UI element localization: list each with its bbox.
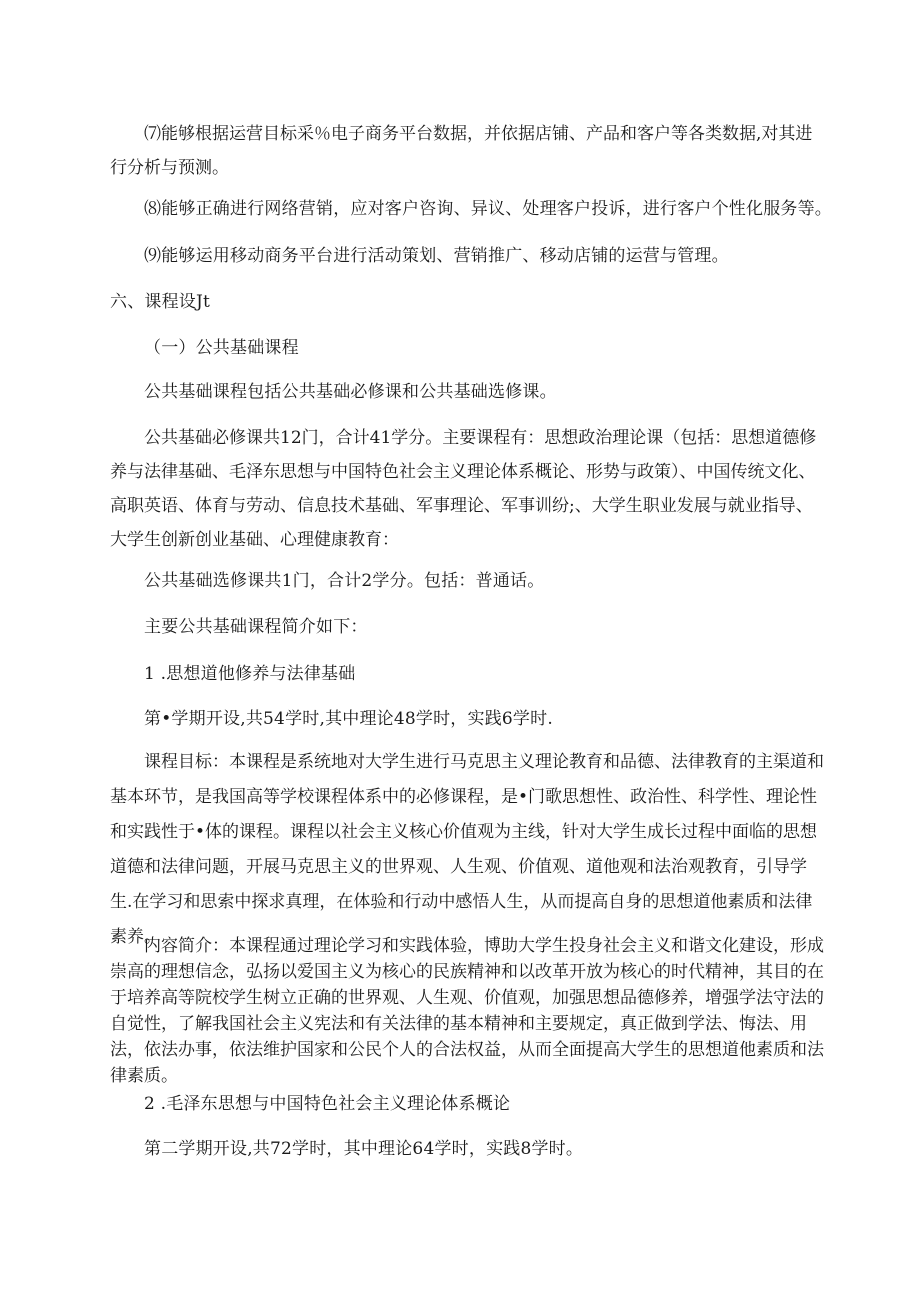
section-heading: 六、课程设Jt <box>110 292 211 312</box>
course-1-hours: 第•学期开设,共54学时,其中理论48学时，实践6学时. <box>144 709 553 729</box>
course-1-content: 内容简介：本课程通过理论学习和实践体验，博助大学生投身社会主义和谐文化建设，形成崇高的理想信念，弘扬以爱国主义为核心的民族精神和以改革开放为核心的时代精神，其目的在于培养高等院校学生树立正确的世界观、人生观、价值观，加强思想品德修养，增强学法守法的自觉性，了解我国社会主义宪法和有关法律的基本精神和主要规定，真正做到学法、悔法、用法，依法办事，依法维护国家和公民个人的合法权益，从而全面提高大学生的思想道他素质和法律素质。 <box>110 936 824 1086</box>
paragraph-elective-courses: 公共基础选修课共1门，合计2学分。包括：普通话。 <box>144 571 545 591</box>
course-1-goal: 课程目标：本课程是系统地对大学生进行马克思主义理论教育和品德、法律教育的主渠道和基本环节，是我国高等学校课程体系中的必修课程，是•门歌思想性、政治性、科学性、理论性和实践性于•体的课程。课程以社会主义核心价值观为主线，针对大学生成长过程中面临的思想道德和法律问题，开展马克思主义的世界观、人生观、价值观、道他观和法治观教育，引导学生.在学习和思索中探求真理，在体验和行动中感悟人生，从而提高自身的思想道他素质和法律素养。 <box>110 752 824 947</box>
paragraph-required-courses: 公共基础必修课共12门，合计41学分。主要课程有：思想政治理论课（包括：思想道德修养与法律基础、毛泽东思想与中国特色社会主义理论体系概论、形势与政策）、中国传统文化、高职英语、体育与劳动、信息技术基础、军事理论、军事训纷;、大学生职业发展与就业指导、大学生创新创业基础、心理健康教育： <box>110 428 817 550</box>
course-2-title: 2 .毛泽东思想与中国特色社会主义理论体系概论 <box>144 1094 511 1114</box>
paragraph-intro: 公共基础课程包括公共基础必修课和公共基础选修课。 <box>144 382 557 402</box>
paragraph-ability-9: ⑼能够运用移动商务平台进行活动策划、营销推广、移动店铺的运营与管理。 <box>144 246 729 266</box>
course-1-title: 1 .思想道他修养与法律基础 <box>144 664 356 684</box>
paragraph-main-intro: 主要公共基础课程简介如下： <box>144 617 368 637</box>
paragraph-ability-7: ⑺能够根据运营目标采％电子商务平台数据，并依据店铺、产品和客户等各类数据,对其进行分析与预测。 <box>110 124 813 178</box>
paragraph-ability-8: ⑻能够正确进行网络营销，应对客户咨询、异议、处理客户投诉，进行客户个性化服务等。 <box>144 199 832 219</box>
sub-heading: （一）公共基础课程 <box>144 338 299 358</box>
course-2-hours: 第二学期开设,共72学时，其中理论64学时，实践8学时。 <box>144 1139 584 1159</box>
